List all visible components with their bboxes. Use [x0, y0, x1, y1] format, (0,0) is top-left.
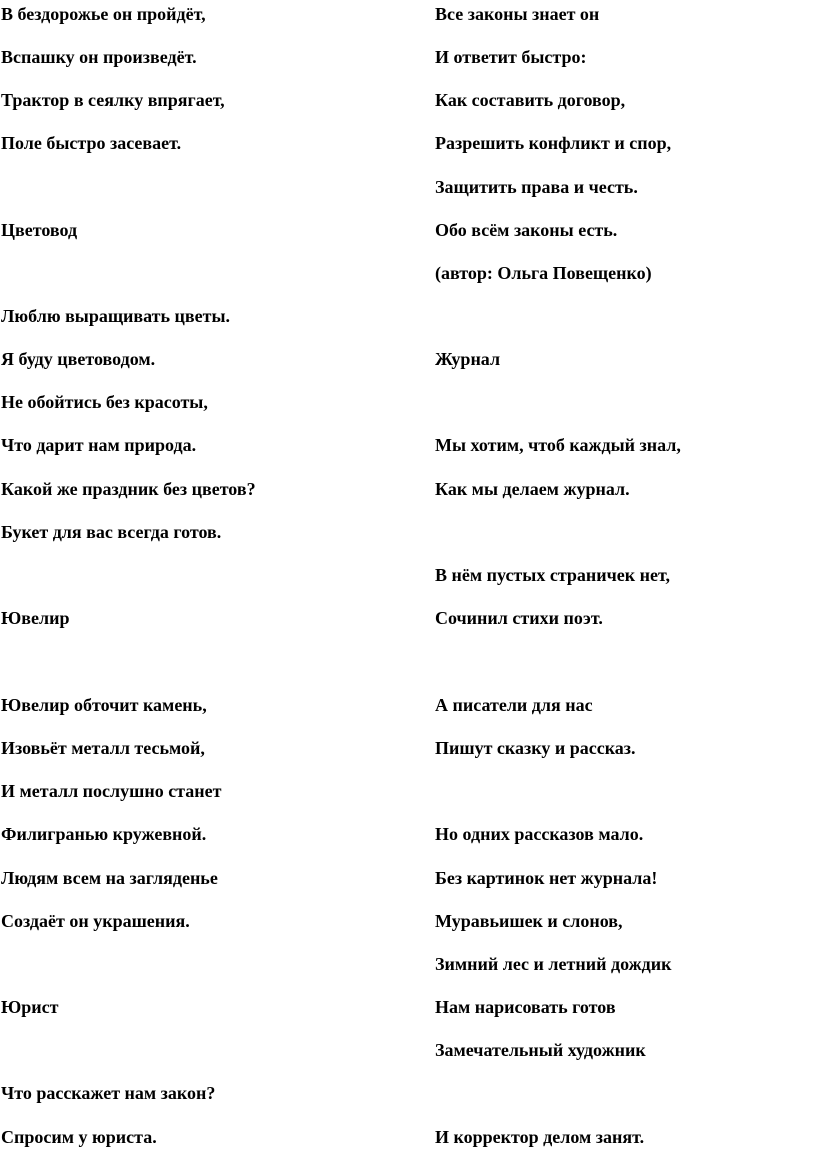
poem-line: Пишут сказку и рассказ.: [435, 738, 636, 758]
poem-line: Разрешить конфликт и спор,: [435, 133, 672, 153]
poem-line: Людям всем на загляденье: [1, 868, 218, 888]
poem-line: И ответит быстро:: [435, 47, 587, 67]
poem-line: Без картинок нет журнала!: [435, 868, 658, 888]
author-credit: (автор: Ольга Повещенко): [435, 263, 652, 283]
poem-line: Ювелир обточит камень,: [1, 695, 207, 715]
poem-line: Муравьишек и слонов,: [435, 911, 623, 931]
poem-line: Изовьёт металл тесьмой,: [1, 738, 205, 758]
section-heading: Юрист: [1, 997, 59, 1017]
section-heading: Ювелир: [1, 608, 70, 628]
poem-line: Поле быстро засевает.: [1, 133, 182, 153]
poem-line: В нём пустых страничек нет,: [435, 565, 670, 585]
poem-line: Как мы делаем журнал.: [435, 479, 630, 499]
poem-line: Я буду цветоводом.: [1, 349, 156, 369]
poem-line: Не обойтись без красоты,: [1, 392, 208, 412]
poem-line: Замечательный художник: [435, 1040, 646, 1060]
section-heading: Журнал: [435, 349, 501, 369]
poem-line: Создаёт он украшения.: [1, 911, 190, 931]
poem-line: Но одних рассказов мало.: [435, 824, 644, 844]
poem-line: И металл послушно станет: [1, 781, 222, 801]
poem-line: Что расскажет нам закон?: [1, 1083, 216, 1103]
poem-line: И корректор делом занят.: [435, 1127, 645, 1147]
poem-line: Все законы знает он: [435, 4, 600, 24]
poem-line: Люблю выращивать цветы.: [1, 306, 231, 326]
poem-line: Вспашку он произведёт.: [1, 47, 197, 67]
poem-line: В бездорожье он пройдёт,: [1, 4, 206, 24]
poem-line: Как составить договор,: [435, 90, 626, 110]
poem-line: А писатели для нас: [435, 695, 593, 715]
poem-line: Мы хотим, чтоб каждый знал,: [435, 435, 681, 455]
section-heading: Цветовод: [1, 220, 78, 240]
poem-line: Что дарит нам природа.: [1, 435, 197, 455]
poem-line: Филигранью кружевной.: [1, 824, 207, 844]
poem-line: Какой же праздник без цветов?: [1, 479, 256, 499]
poem-line: Зимний лес и летний дождик: [435, 954, 672, 974]
poem-line: Нам нарисовать готов: [435, 997, 616, 1017]
poem-line: Сочинил стихи поэт.: [435, 608, 603, 628]
poem-line: Трактор в сеялку впрягает,: [1, 90, 225, 110]
poem-line: Букет для вас всегда готов.: [1, 522, 222, 542]
poem-line: Защитить права и честь.: [435, 177, 638, 197]
poem-line: Спросим у юриста.: [1, 1127, 157, 1147]
poem-line: Обо всём законы есть.: [435, 220, 618, 240]
